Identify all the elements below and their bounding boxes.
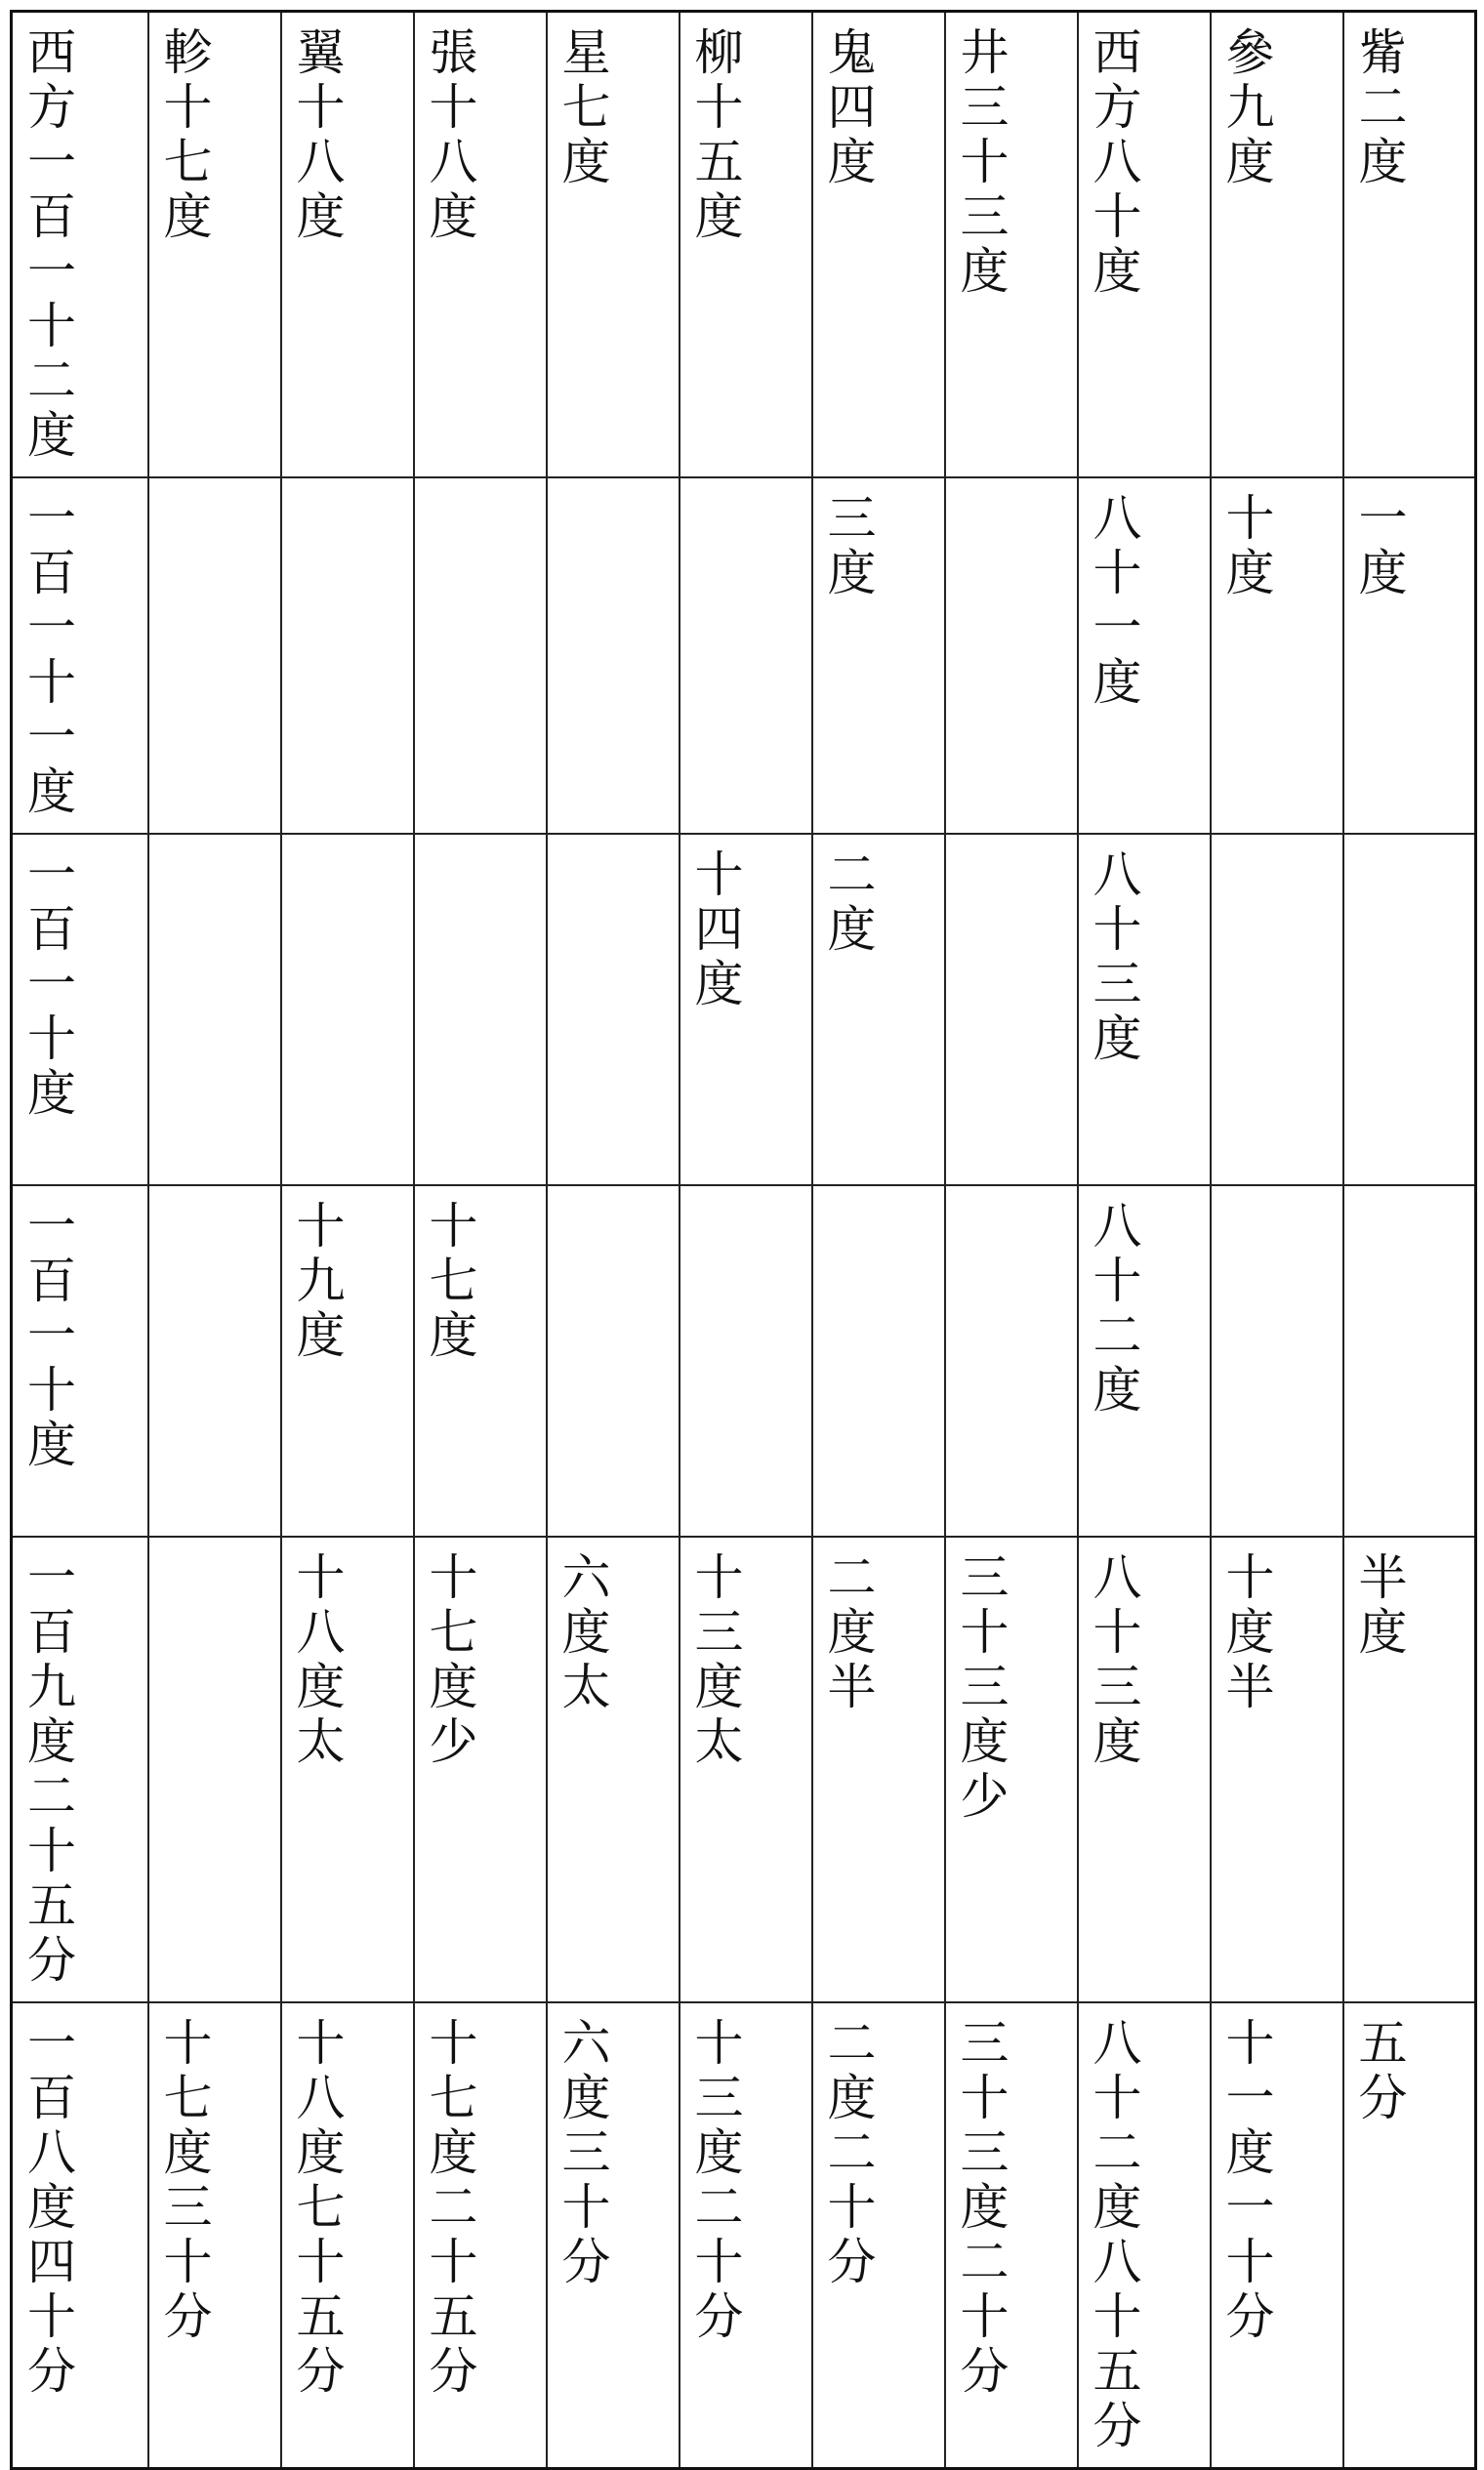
table-cell: [281, 1537, 414, 2002]
table-cell: [148, 1185, 281, 1537]
cell-text: 一度: [1350, 492, 1408, 601]
table-cell: [414, 477, 547, 834]
cell-text: 十八度太: [288, 1551, 346, 1770]
table-cell: [812, 12, 945, 478]
table-cell: [547, 1537, 680, 2002]
table-cell: [812, 1537, 945, 2002]
table-cell: [12, 1185, 148, 1537]
table-cell: [680, 1537, 812, 2002]
table-cell: [547, 2002, 680, 2469]
table-row: [12, 2002, 1476, 2469]
table-cell: [812, 2002, 945, 2469]
table-cell: [12, 477, 148, 834]
cell-text: 八十二度八十五分: [1085, 2017, 1142, 2454]
cell-text: 三度: [819, 492, 877, 601]
cell-text: 半度: [1350, 1551, 1408, 1661]
cell-text: 六度太: [554, 1551, 611, 1715]
cell-text: 一百八度四十分: [20, 2017, 76, 2400]
cell-text: 十四度: [686, 848, 744, 1012]
table-cell: [281, 2002, 414, 2469]
cell-text: 五分: [1350, 2017, 1408, 2126]
cell-text: 十三度二十分: [686, 2017, 744, 2345]
table-cell: [945, 834, 1078, 1185]
table-cell: [1343, 834, 1476, 1185]
cell-text: 柳十五度: [686, 26, 744, 245]
table-cell: [414, 2002, 547, 2469]
table-row: [12, 834, 1476, 1185]
cell-text: 十九度: [288, 1200, 346, 1364]
cell-text: 井三十三度: [952, 26, 1010, 300]
table-cell: [680, 1185, 812, 1537]
cell-text: 十七度: [421, 1200, 478, 1364]
cell-text: 十七度少: [421, 1551, 478, 1770]
cell-text: 西方一百一十二度: [20, 26, 76, 464]
cell-text: 軫十七度: [155, 26, 213, 245]
table-cell: [1343, 2002, 1476, 2469]
cell-text: 六度三十分: [554, 2017, 611, 2290]
cell-text: 十一度一十分: [1217, 2017, 1275, 2345]
table-cell: [1078, 12, 1211, 478]
cell-text: 八十三度: [1085, 848, 1142, 1067]
table-cell: [1078, 1537, 1211, 2002]
table-cell: [148, 834, 281, 1185]
cell-text: 觜二度: [1350, 26, 1408, 190]
table-cell: [1211, 834, 1343, 1185]
cell-text: 十三度太: [686, 1551, 744, 1770]
table-cell: [547, 834, 680, 1185]
table-cell: [281, 1185, 414, 1537]
cell-text: 八十三度: [1085, 1551, 1142, 1770]
table-cell: [1211, 1537, 1343, 2002]
table-row: [12, 1185, 1476, 1537]
table-cell: [1078, 1185, 1211, 1537]
cell-text: 十七度三十分: [155, 2017, 213, 2345]
table-cell: [1343, 477, 1476, 834]
table-row: [12, 477, 1476, 834]
table-cell: [414, 12, 547, 478]
cell-text: 十度: [1217, 492, 1275, 601]
cell-text: 十度半: [1217, 1551, 1275, 1715]
table-cell: [281, 477, 414, 834]
table-cell: [1343, 12, 1476, 478]
cell-text: 八十二度: [1085, 1200, 1142, 1419]
cell-text: 星七度: [554, 26, 611, 190]
table-cell: [945, 1185, 1078, 1537]
cell-text: 一百一十度: [20, 848, 76, 1122]
table-cell: [281, 12, 414, 478]
table-cell: [812, 1185, 945, 1537]
cell-text: 三十三度少: [952, 1551, 1010, 1825]
cell-text: 鬼四度: [819, 26, 877, 190]
cell-text: 張十八度: [421, 26, 478, 245]
table-cell: [680, 834, 812, 1185]
table-cell: [680, 2002, 812, 2469]
cell-text: 二度: [819, 848, 877, 958]
table-cell: [680, 12, 812, 478]
table-cell: [1078, 834, 1211, 1185]
table-cell: [12, 834, 148, 1185]
table-cell: [945, 2002, 1078, 2469]
table-cell: [414, 1185, 547, 1537]
cell-text: 八十一度: [1085, 492, 1142, 711]
table-cell: [12, 2002, 148, 2469]
table-cell: [414, 834, 547, 1185]
table-cell: [812, 834, 945, 1185]
table-cell: [945, 1537, 1078, 2002]
cell-text: 三十三度二十分: [952, 2017, 1010, 2400]
table-row: [12, 12, 1476, 478]
table-cell: [547, 477, 680, 834]
table-body: [12, 12, 1476, 2469]
table-cell: [945, 477, 1078, 834]
cell-text: 一百一十一度: [20, 492, 76, 820]
cell-text: 十八度七十五分: [288, 2017, 346, 2400]
table-cell: [1211, 477, 1343, 834]
cell-text: 西方八十度: [1085, 26, 1142, 300]
cell-text: 十七度二十五分: [421, 2017, 478, 2400]
table-cell: [1211, 2002, 1343, 2469]
table-cell: [281, 834, 414, 1185]
cell-text: 二度半: [819, 1551, 877, 1715]
table-cell: [12, 1537, 148, 2002]
table-cell: [945, 12, 1078, 478]
cell-text: 一百一十度: [20, 1200, 76, 1473]
table-cell: [148, 2002, 281, 2469]
table-cell: [547, 1185, 680, 1537]
table-cell: [1078, 477, 1211, 834]
table-cell: [414, 1537, 547, 2002]
table-cell: [12, 12, 148, 478]
table-cell: [1078, 2002, 1211, 2469]
table-cell: [1343, 1537, 1476, 2002]
table-cell: [680, 477, 812, 834]
table-cell: [148, 12, 281, 478]
table-cell: [148, 477, 281, 834]
cell-text: 翼十八度: [288, 26, 346, 245]
cell-text: 參九度: [1217, 26, 1275, 190]
table-cell: [812, 477, 945, 834]
table-row: [12, 1537, 1476, 2002]
cell-text: 一百九度二十五分: [20, 1551, 76, 1989]
table-cell: [1211, 12, 1343, 478]
table-cell: [1211, 1185, 1343, 1537]
table-cell: [148, 1537, 281, 2002]
star-degree-table: [10, 10, 1477, 2470]
table-cell: [547, 12, 680, 478]
cell-text: 二度二十分: [819, 2017, 877, 2290]
table-cell: [1343, 1185, 1476, 1537]
